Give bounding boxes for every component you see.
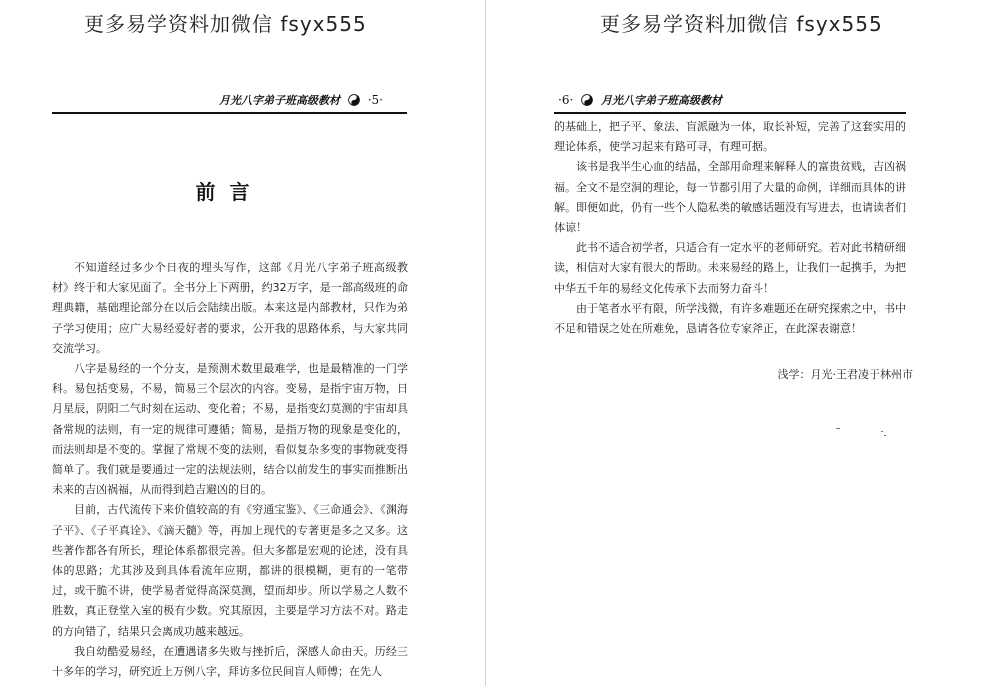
running-head-title: 月光八字弟子班高级教材 — [219, 94, 340, 107]
watermark: 更多易学资料加微信 fsyx555 — [84, 12, 367, 36]
page-number: ·6· — [558, 93, 574, 107]
paragraph: 此书不适合初学者，只适合有一定水平的老师研究。若对此书精研细读，相信对大家有很大的帮助。未来易经的路上，让我们一起携手，为把中华五千年的易经文化传承下去而努力奋斗！ — [554, 241, 906, 295]
page-title: 前言 — [195, 180, 264, 204]
scan-speck — [836, 428, 840, 429]
body-text — [554, 117, 906, 339]
paragraph: 该书是我半生心血的结晶，全部用命理来解释人的富贵贫贱，吉凶祸福。全文不是空洞的理论，每一节都引用了大量的命例，详细而具体的讲解。即便如此，仍有一些个人隐私类的敏感话题没有写进去，也请读者们体谅！ — [554, 160, 906, 235]
running-header — [219, 92, 383, 112]
paragraph: 不知道经过多少个日夜的埋头写作，这部《月光八字弟子班高级教材》终于和大家见面了。全书分上下两册，约32万字，是一部高级班的命理典籍，基础理论部分在以后会陆续出版。本来这是内部教材，只作为弟子学习使用；应广大易经爱好者的要求，公开我的思路体系，与大家共同交流学习。 — [52, 261, 408, 355]
paragraph: 由于笔者水平有限，所学浅微，有许多难题还在研究探索之中，书中不足和错误之处在所难免，恳请各位专家斧正，在此深表谢意！ — [554, 301, 906, 336]
watermark: 更多易学资料加微信 fsyx555 — [600, 12, 883, 36]
right-page — [486, 0, 987, 686]
header-rule — [52, 112, 407, 114]
running-head-title: 月光八字弟子班高级教材 — [600, 94, 722, 107]
yin-yang-icon — [581, 94, 593, 109]
header-rule — [554, 112, 906, 114]
paragraph: 目前，古代流传下来价值较高的有《穷通宝鉴》、《三命通会》、《渊海子平》、《子平真诠》、《滴天髓》等，再加上现代的专著更是多之又多。这些著作都各有所长，理论体系都很完善。但大多都是宏观的论述，没有具体的思路；尤其涉及到具体看流年应期，都讲的很模糊，更有的一笔带过，或干脆不讲，使学易者觉得高深莫测，望而却步。所以学易之人数不胜数，真正登堂入室的极有少数。究其原因，主要是学习方法不对。路走的方向错了，结果只会离成功越来越远。 — [52, 503, 408, 638]
paragraph: 的基础上，把子平、象法、盲派融为一体，取长补短，完善了这套实用的理论体系，使学习起来有路可寻，有理可据。 — [554, 120, 906, 154]
scan-speck — [884, 435, 886, 436]
paragraph: 我自幼酷爱易经，在遭遇诸多失败与挫折后，深感人命由天。历经三十多年的学习，研究近上万例八字，拜访多位民间盲人师傅；在先人 — [52, 644, 408, 679]
page-number: ·5· — [367, 93, 383, 107]
yin-yang-icon — [348, 94, 360, 109]
scan-speck — [881, 431, 883, 432]
running-header — [558, 92, 722, 112]
body-text — [52, 258, 408, 682]
left-page — [0, 0, 485, 686]
paragraph: 八字是易经的一个分支，是预测术数里最难学，也是最精准的一门学科。易包括变易，不易，简易三个层次的内容。变易，是指宇宙万物，日月星辰，阴阳二气时刻在运动、变化着；不易，是指变幻莫测的宇宙却具备常规的法则，有一定的规律可遵循；简易，是指万物的现象是变化的，而法则却是不变的。掌握了常规不变的法则，看似复杂多变的事物就变得简单了。我们就是要通过一定的法规法则，结合以前发生的事实而推断出未来的吉凶祸福，从而得到趋吉避凶的目的。 — [52, 362, 408, 497]
author-signature: 浅学：月光·王君凌于林州市 — [777, 368, 913, 381]
